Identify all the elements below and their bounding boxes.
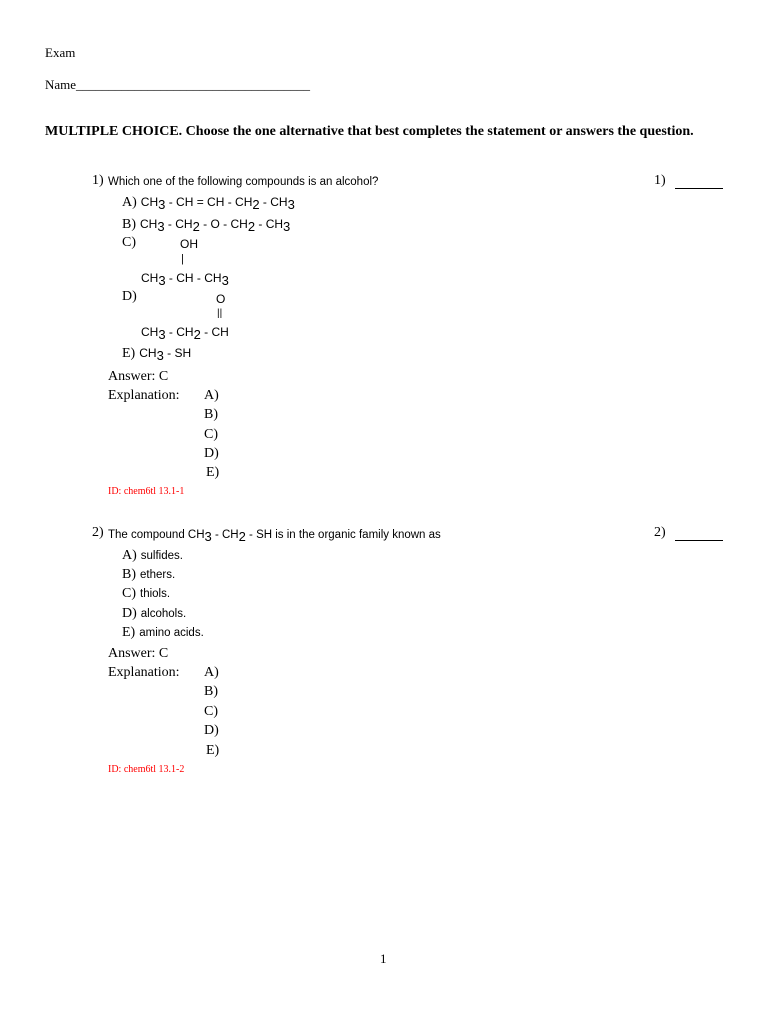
q1-id: ID: chem6tl 13.1-1	[108, 486, 185, 497]
q1-explanation-a: A)	[204, 388, 219, 403]
page-number: 1	[380, 951, 387, 966]
q1-answer: Answer: C	[108, 369, 169, 384]
q1-option-e[interactable]	[122, 344, 191, 362]
q1-option-c-label[interactable]: C)	[122, 235, 136, 250]
q1-option-c-bond: |	[181, 253, 184, 265]
question-2-side-number: 2)	[654, 525, 666, 540]
q1-explanation-e: E)	[206, 465, 220, 480]
q1-explanation-c: C)	[204, 427, 218, 442]
q2-explanation-a: A)	[204, 665, 219, 680]
q2-explanation-c: C)	[204, 704, 218, 719]
q2-option-c[interactable]: C) thiols.	[122, 586, 171, 601]
q1-option-e-formula: CH3 - SH	[139, 346, 192, 363]
q1-explanation-b: B)	[204, 407, 218, 422]
name-label: Name	[45, 77, 77, 92]
q2-id: ID: chem6tl 13.1-2	[108, 764, 185, 775]
question-2-number: 2)	[92, 525, 104, 540]
q2-option-e[interactable]: E) amino acids.	[122, 625, 204, 640]
q1-option-a-label: A)	[122, 195, 137, 210]
question-1-number: 1)	[92, 173, 104, 188]
section-heading: MULTIPLE CHOICE. Choose the one alternative that best completes the statement or answers the question.	[45, 124, 694, 139]
q2-option-a[interactable]: A) sulfides.	[122, 548, 183, 563]
q1-option-c-formula: CH3 - CH - CH3	[141, 271, 229, 288]
q2-explanation-label: Explanation:	[108, 665, 180, 680]
q1-option-d-bond: ||	[217, 308, 223, 319]
q1-option-d-o: O	[216, 292, 226, 306]
q2-option-b[interactable]: B) ethers.	[122, 567, 176, 582]
q1-option-d-formula: CH3 - CH2 - CH	[141, 325, 229, 342]
name-line[interactable]: ____________________________________	[76, 77, 311, 92]
q1-option-d-label[interactable]: D)	[122, 289, 137, 304]
q2-answer: Answer: C	[108, 646, 169, 661]
q1-option-a-formula: CH3 - CH = CH - CH2 - CH3	[140, 195, 295, 212]
q1-explanation-label: Explanation:	[108, 388, 180, 403]
q1-option-e-label: E)	[122, 346, 136, 361]
question-2-answer-blank[interactable]	[675, 540, 723, 541]
question-1-text: Which one of the following compounds is an alcohol?	[108, 176, 379, 188]
q1-option-a[interactable]	[122, 193, 295, 211]
name-row	[45, 77, 310, 93]
q1-option-b-formula: CH3 - CH2 - O - CH2 - CH3	[140, 217, 291, 234]
question-1-answer-blank[interactable]	[675, 188, 723, 189]
q1-option-b[interactable]	[122, 215, 290, 233]
q2-explanation-e: E)	[206, 743, 220, 758]
question-2-text: The compound CH3 - CH2 - SH is in the organic family known as	[108, 529, 441, 544]
question-1-side-number: 1)	[654, 173, 666, 188]
q2-option-d[interactable]: D) alcohols.	[122, 606, 187, 621]
q2-explanation-d: D)	[204, 723, 219, 738]
q1-option-c-oh: OH	[180, 237, 198, 251]
q1-explanation-d: D)	[204, 446, 219, 461]
exam-label: Exam	[45, 45, 76, 60]
q2-explanation-b: B)	[204, 684, 218, 699]
q1-option-b-label: B)	[122, 217, 136, 232]
